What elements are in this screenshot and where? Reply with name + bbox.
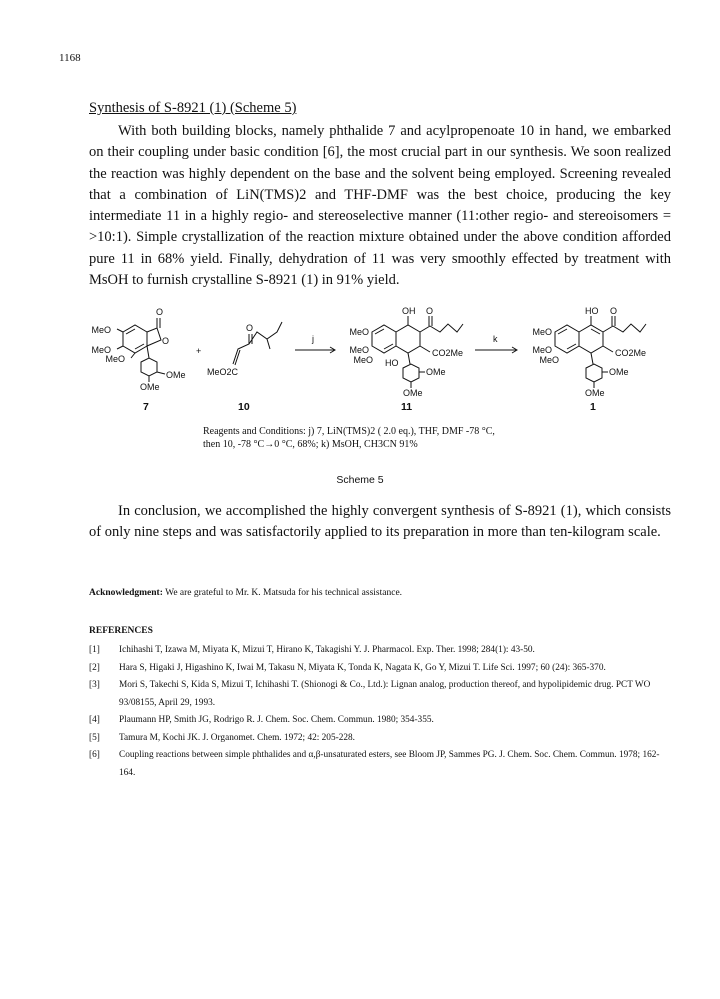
reference-number: [6] bbox=[89, 750, 100, 760]
compound-number: 1 bbox=[590, 401, 596, 413]
reference-item bbox=[89, 677, 669, 712]
plus-sign: + bbox=[196, 346, 202, 356]
c11-label: MeO bbox=[349, 345, 369, 355]
reference-number: [1] bbox=[89, 645, 100, 655]
c7-label: MeO bbox=[105, 354, 125, 364]
reference-item bbox=[89, 642, 669, 660]
reference-text: Plaumann HP, Smith JG, Rodrigo R. J. Chem. Soc. Chem. Commun. 1980; 354-355. bbox=[119, 715, 434, 725]
reaction-conditions bbox=[203, 425, 603, 451]
reference-text: Ichihashi T, Izawa M, Miyata K, Mizui T, Hirano K, Takagishi Y. J. Pharmacol. Exp. Ther. 1998; 284(1): 43-50. bbox=[119, 645, 535, 655]
reference-item bbox=[89, 712, 669, 730]
acknowledgment bbox=[89, 588, 402, 598]
c10-label: MeO2C bbox=[207, 367, 239, 377]
c1-label: MeO bbox=[532, 327, 552, 337]
c7-label: O bbox=[156, 307, 164, 317]
reference-text: Hara S, Higaki J, Higashino K, Iwai M, Takasu N, Miyata K, Tonda K, Nagata K, Go Y, Mizui T. Life Sci. 1997; 60 (24): 365-370. bbox=[119, 662, 606, 673]
c10-label: O bbox=[246, 323, 254, 333]
c1-label: O bbox=[610, 306, 618, 316]
c11-label: O bbox=[426, 306, 434, 316]
reference-number: [3] bbox=[89, 680, 100, 690]
scheme-caption: Scheme 5 bbox=[336, 474, 384, 486]
c1-label: MeO bbox=[532, 345, 552, 355]
reference-number: [2] bbox=[89, 662, 100, 673]
references-heading: REFERENCES bbox=[89, 626, 153, 636]
c1-label: OMe bbox=[609, 367, 629, 377]
acknowledgment-text: We are grateful to Mr. K. Matsuda for his technical assistance. bbox=[165, 588, 403, 598]
c1-label: CO2Me bbox=[615, 348, 647, 358]
compound-number: 11 bbox=[401, 401, 413, 413]
references-list bbox=[89, 642, 669, 782]
c11-label: OMe bbox=[426, 367, 446, 377]
reference-text: Mori S, Takechi S, Kida S, Mizui T, Ichihashi T. (Shionogi & Co., Ltd.): Lignan analog, production thereof, and hypolipidemic drug. PCT WO 93/08155, April 29, 1993. bbox=[119, 680, 651, 708]
c7-label: OMe bbox=[140, 382, 160, 392]
c1-label: HO bbox=[585, 306, 599, 316]
page-number: 1168 bbox=[59, 52, 81, 64]
c11-label: HO bbox=[385, 358, 399, 368]
reference-text: Coupling reactions between simple phthalides and α,β-unsaturated esters, see Bloom JP, Sammes PG. J. Chem. Soc. Chem. Commun. 1978; 162-164. bbox=[119, 750, 660, 778]
c7-label: O bbox=[162, 336, 170, 346]
compound-number: 7 bbox=[143, 401, 149, 413]
compound-number: 10 bbox=[238, 401, 250, 413]
reaction-scheme bbox=[85, 302, 675, 414]
conditions-line: then 10, -78 °C→0 °C, 68%; k) MsOH, CH3CN 91% bbox=[203, 439, 418, 450]
reference-text: Tamura M, Kochi JK. J. Organomet. Chem. 1972; 42: 205-228. bbox=[119, 732, 355, 743]
reference-number: [5] bbox=[89, 732, 100, 743]
reference-item bbox=[89, 660, 669, 678]
reference-item bbox=[89, 747, 669, 782]
arrow-label: k bbox=[493, 334, 498, 344]
reaction-arrow-j bbox=[295, 334, 335, 353]
compound-1-structure bbox=[532, 306, 646, 413]
c7-label: MeO bbox=[91, 345, 111, 355]
c7-label: OMe bbox=[166, 370, 186, 380]
synthesis-paragraph: With both building blocks, namely phthalide 7 and acylpropenoate 10 in hand, we embarked on their coupling under basic condition [6], the most crucial part in our synthesis. We soon realized the reaction was highly dependent on the base and the solvent being employed. Screening revealed that a combination of LiN(TMS)2 and THF-DMF was the best choice, producing the key intermediate 11 in a highly regio- and stereoselective manner (11:other regio- and stereoisomers = >10:1). Simple crystallization of the reaction mixture obtained under the above condition afforded pure 11 in 68% yield. Finally, dehydration of 11 was very smoothly effected by treatment with MsOH to furnish crystalline S-8921 (1) in 91% yield. bbox=[89, 123, 671, 289]
c11-label: MeO bbox=[353, 355, 373, 365]
reaction-arrow-k bbox=[475, 334, 517, 353]
conclusion-paragraph: In conclusion, we accomplished the highly convergent synthesis of S-8921 (1), which consists of only nine steps and was satisfactorily applied to its preparation in more than ten-kilogram scale. bbox=[89, 503, 671, 541]
conditions-line: Reagents and Conditions: j) 7, LiN(TMS)2 ( 2.0 eq.), THF, DMF -78 °C, bbox=[203, 426, 495, 437]
section-heading: Synthesis of S-8921 (1) (Scheme 5) bbox=[89, 100, 297, 116]
c7-label: MeO bbox=[91, 325, 111, 335]
compound-7-structure bbox=[91, 307, 185, 413]
c1-label: MeO bbox=[539, 355, 559, 365]
arrow-label: j bbox=[312, 334, 314, 344]
acknowledgment-label: Acknowledgment: bbox=[89, 588, 163, 598]
c11-label: CO2Me bbox=[432, 348, 464, 358]
reference-number: [4] bbox=[89, 715, 100, 725]
c1-label: OMe bbox=[585, 388, 605, 398]
c11-label: MeO bbox=[349, 327, 369, 337]
c11-label: OMe bbox=[403, 388, 423, 398]
compound-10-structure bbox=[207, 322, 282, 413]
compound-11-structure bbox=[349, 306, 463, 413]
c11-label: OH bbox=[402, 306, 416, 316]
reference-item bbox=[89, 730, 669, 748]
